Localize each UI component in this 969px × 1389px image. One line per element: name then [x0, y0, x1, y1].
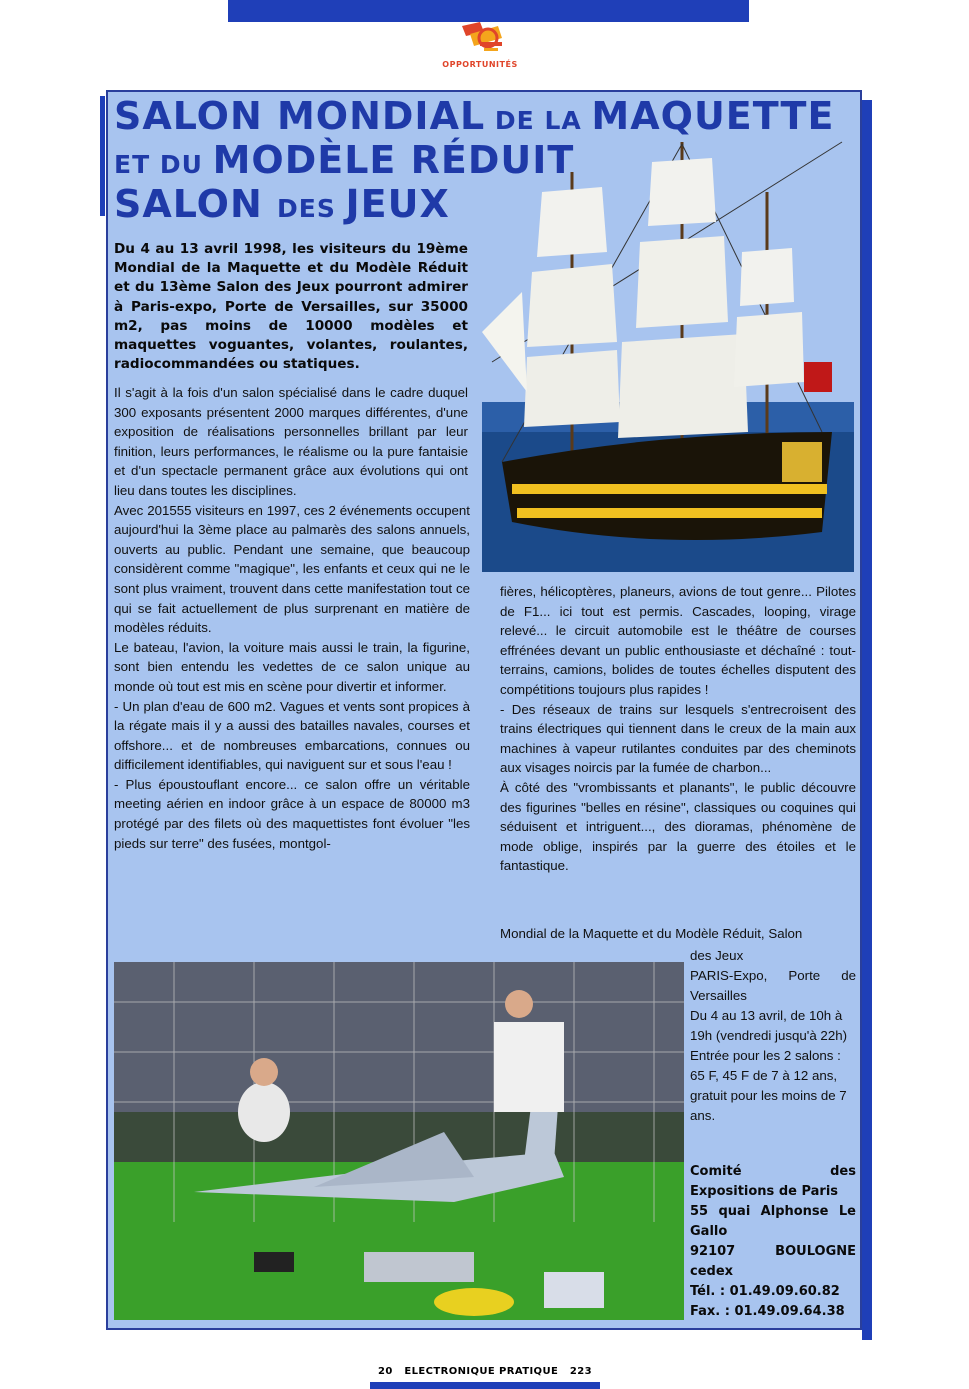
paragraph: - Des réseaux de trains sur lesquels s'entrecroisent des trains électriques qui tiennent dans le creux de la main aux machines à vapeur rutilantes conduites par des cheminots aux visages noircis par la fumée de charbon...: [500, 701, 856, 776]
paragraph: Avec 201555 visiteurs en 1997, ces 2 événements occupent aujourd'hui la 3ème place au palmarès des salons annuels, ouverts au public. Pendant une semaine, que beaucoup considèrent comme "magique", les enfants et ceux qui ne le sont plus vraiment, trouvent dans cette manifestation tout ce qui se fait actuellement de plus surprenant en matière de modèles réduits.: [114, 502, 470, 636]
title-part: SALON: [114, 182, 277, 226]
paragraph: Il s'agit à la fois d'un salon spécialisé dans le cadre duquel 300 exposants présentent 2000 marques différentes, d'une exposition de réalisations personnelles brillant par leur finition, leurs performances, le réalisme ou la pure fantaisie et d'un spectacle permanent grâce aux évolutions qui ont lieu dans toutes les disciplines.: [114, 385, 468, 498]
paragraph: - Un plan d'eau de 600 m2. Vagues et vents sont propices à la régate mais il y a aussi des batailles navales, courses et offshore... et de nombreuses embarcations, connues ou difficilement identifiables, qui naviguent sur et sous l'eau !: [114, 698, 470, 773]
article-body-left: [114, 383, 468, 853]
bottom-color-bar: [370, 1382, 600, 1389]
info-line: Entrée pour les 2 salons : 65 F, 45 F de 7 à 12 ans, gratuit pour les moins de 7 ans.: [690, 1048, 847, 1123]
article-body-right: [500, 582, 856, 876]
title-part: MAQUETTE: [591, 94, 835, 138]
info-line: Du 4 au 13 avril, de 10h à 19h (vendredi jusqu'à 22h): [690, 1008, 848, 1043]
title-part: DES: [276, 194, 346, 223]
contact-city: 92107 BOULOGNE cedex: [690, 1244, 856, 1279]
event-info-heading: Mondial de la Maquette et du Modèle Réduit, Salon: [500, 926, 803, 941]
issue-number: 223: [569, 1366, 592, 1377]
title-part: MODÈLE RÉDUIT: [212, 138, 575, 182]
event-info: [690, 946, 856, 1126]
info-line: PARIS-Expo, Porte de Versailles: [690, 968, 856, 1003]
paragraph: Le bateau, l'avion, la voiture mais aussi le train, la figurine, sont bien entendu les vedettes de ce salon unique au monde où tout est mis en scène pour divertir et informer.: [114, 639, 470, 694]
title-part: JEUX: [345, 182, 450, 226]
page-footer: [340, 1366, 630, 1377]
contact-tel: Tél. : 01.49.09.60.82: [690, 1284, 840, 1299]
sailing-ship-photo: [482, 132, 854, 572]
contact-fax: Fax. : 01.49.09.64.38: [690, 1304, 845, 1319]
panel-shadow: [862, 100, 872, 1340]
section-label: OPPORTUNITÉS: [442, 60, 518, 69]
contact-org: Comité des Expositions de Paris: [690, 1164, 856, 1199]
title-part: ET DU: [114, 150, 213, 179]
contact-block: [690, 1162, 856, 1322]
magazine-name: ELECTRONIQUE PRATIQUE: [404, 1366, 559, 1377]
paragraph: - Plus époustouflant encore... ce salon offre un véritable meeting aérien en indoor grâce à un espace de 80000 m3 protégé par des filets où des maquettistes font évoluer "les pieds sur terre" des fusées, montgol-: [114, 776, 470, 851]
jet-model-photo: [114, 962, 684, 1320]
paragraph: fières, hélicoptères, planeurs, avions de tout genre... Pilotes de F1... ici tout est permis. Cascades, looping, virage relevé... le circuit automobile est le théâtre de courses effrénées devant un public enthousiaste et déchaîné : tout-terrains, camions, bolides de toutes échelles disputent des compétitions toujours plus rapides !: [500, 584, 856, 697]
contact-street: 55 quai Alphonse Le Gallo: [690, 1204, 856, 1239]
opportunites-logo-icon: [440, 18, 530, 60]
paragraph: À côté des "vrombissants et planants", le public découvre des figurines "belles en résine", classiques ou coquines qui séduisent et intriguent..., des dioramas, phénomène de mode oblige, inspirés par la guerre des étoiles et le fantastique.: [500, 779, 856, 874]
page-number: 20: [378, 1366, 393, 1377]
title-rule: [100, 96, 105, 216]
title-part: SALON MONDIAL: [114, 94, 486, 138]
title-part: DE LA: [485, 106, 592, 135]
article-lead: Du 4 au 13 avril 1998, les visiteurs du 19ème Mondial de la Maquette et du Modèle Réduit et du 13ème Salon des Jeux pourront admirer à Paris-expo, Porte de Versailles, sur 35000 m2, pas moins de 10000 modèles et maquettes voguantes, volantes, roulantes, radiocommandées ou statiques.: [114, 241, 468, 373]
info-line: des Jeux: [690, 948, 744, 963]
